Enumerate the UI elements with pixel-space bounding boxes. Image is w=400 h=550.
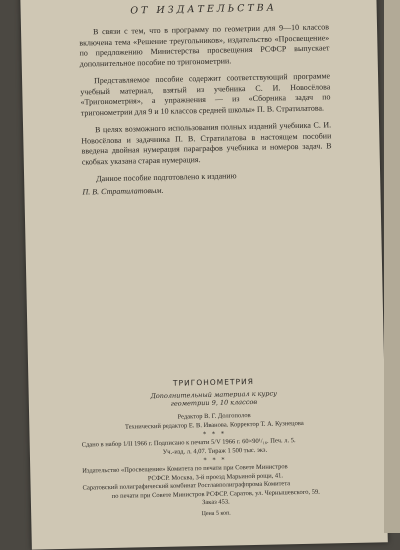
publisher-note <box>79 1 333 196</box>
imprint-printer-1: Саратовский полиграфический комбинат Росглавполиграфпрома Комитета <box>82 480 291 492</box>
background-strip <box>384 0 400 533</box>
imprint-subtitle <box>69 388 359 410</box>
imprint-subtitle-line-2: геометрии 9, 10 классов <box>170 397 258 408</box>
book-page <box>20 0 388 550</box>
imprint-separator-2: * * * <box>203 456 227 465</box>
imprint-subtitle-line-1: Дополнительный материал к курсу <box>150 389 277 401</box>
imprint-print-info-2: Уч.-изд. л. 4,07. Тираж 1 500 тыс. экз. <box>162 446 268 456</box>
page-heading: ОТ ИЗДАТЕЛЬСТВА <box>130 2 278 17</box>
imprint-publisher-1: Издательство «Просвещение» Комитета по печати при Совете Министров <box>82 463 288 475</box>
imprint-order: Заказ 453. <box>202 498 230 507</box>
imprint-price: Цена 5 коп. <box>201 509 231 517</box>
imprint-editor: Редактор В. Г. Долгополов <box>177 412 251 421</box>
signature: П. В. Стратилатовым. <box>82 185 164 197</box>
paragraph-3: В целях возможного использования полных изданий учебника С. И. Новосёлова и задачника П. В. Стратилатова в настоящем пособии введена двойная нумерация параграфов учебника и номеров задач. В скобках указана старая нумерация. <box>81 120 332 167</box>
imprint-publisher-2: РСФСР. Москва, 3-й проезд Марьиной рощи, 41. <box>147 471 284 482</box>
imprint-tech-editor: Технический редактор Е. В. Иванова. Корректор Т. А. Кузнецова <box>124 419 304 431</box>
imprint-title: ТРИГОНОМЕТРИЯ <box>172 376 254 388</box>
paragraph-2: Представляемое пособие содержит соответствующий программе учебный материал, взятый из учебника С. И. Новосёлова «Тригонометрия», а упражнения — из «Сборника задач по тригонометрии для 9 и 10 классов средней школы» П. В. Стратилатова. <box>80 71 331 118</box>
imprint-print-info-1: Сдано в набор 1/II 1966 г. Подписано к печати 5/V 1966 г. 60×90¹/₁₆. Печ. л. 5. <box>81 437 296 449</box>
imprint-block <box>68 375 361 521</box>
imprint-separator-1: * * * <box>203 430 227 439</box>
paragraph-1: В связи с тем, что в программу по геометрии для 9—10 классов включена тема «Решение треугольников», издательство «Просвещение» по предложению Министерства просвещения РСФСР выпускает дополнительное пособие по тригонометрии. <box>79 22 330 69</box>
paragraph-4: Данное пособие подготовлено к изданию <box>96 171 237 184</box>
imprint-printer-2: по печати при Совете Министров РСФСР. Саратов, ул. Чернышевского, 59. <box>111 488 320 500</box>
